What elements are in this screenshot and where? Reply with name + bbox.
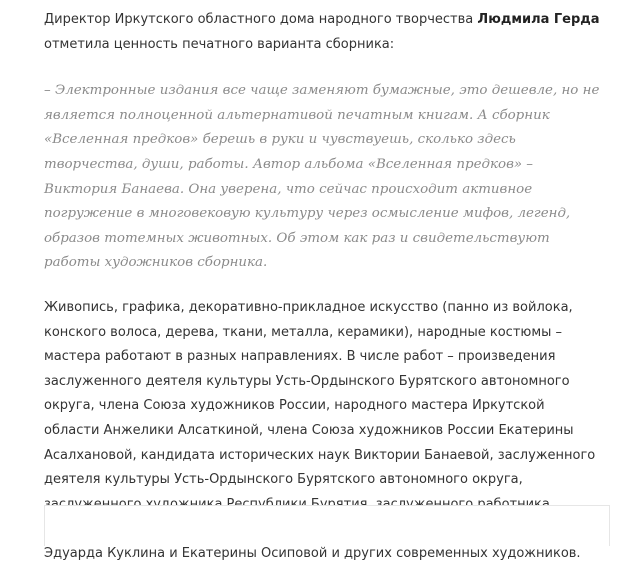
intro-text-after: отметила ценность печатного варианта сборника: — [44, 36, 395, 52]
intro-text-before: Директор Иркутского областного дома народного творчества — [44, 12, 478, 27]
embed-block — [44, 505, 610, 546]
intro-paragraph — [44, 8, 604, 57]
body-paragraph: Живопись, графика, декоративно-прикладное искусство (панно из войлока, конского волоса, дерева, ткани, металла, керамики), народные костюмы – мастера работают в разных направлениях. В числе работ – произведения заслуженного деятеля культуры Усть-Ордынского Бурятского автономного округа, члена Союза художников России, народного мастера Иркутской области Анжелики Алсаткиной, члена Союза художников России Екатерины Асалхановой, кандидата исторических наук Виктории Банаевой, заслуженного деятеля культуры Усть-Ордынского Бурятского автономного округа, Эдуарда Куклина и Екатерины Осиповой и других современных художников. — [44, 299, 596, 561]
person-name: Людмила Герда — [477, 12, 600, 27]
quote-paragraph: – Электронные издания все чаще заменяют бумажные, это дешевле, но не является полноценной альтернативой печатным книгам. А сборник «Вселенная предков» берешь в руки и чувствуешь, сколько здесь творчества, души, работы. Автор альбома «Вселенная предков» – Виктория Банаева. Она уверена, что сейчас происходит активное погружение в многовековую культуру через осмысление мифов, легенд, образов тотемных животных. Об этом как раз и свидетельствуют работы художников сборника. — [44, 83, 600, 271]
article-body — [44, 8, 604, 566]
